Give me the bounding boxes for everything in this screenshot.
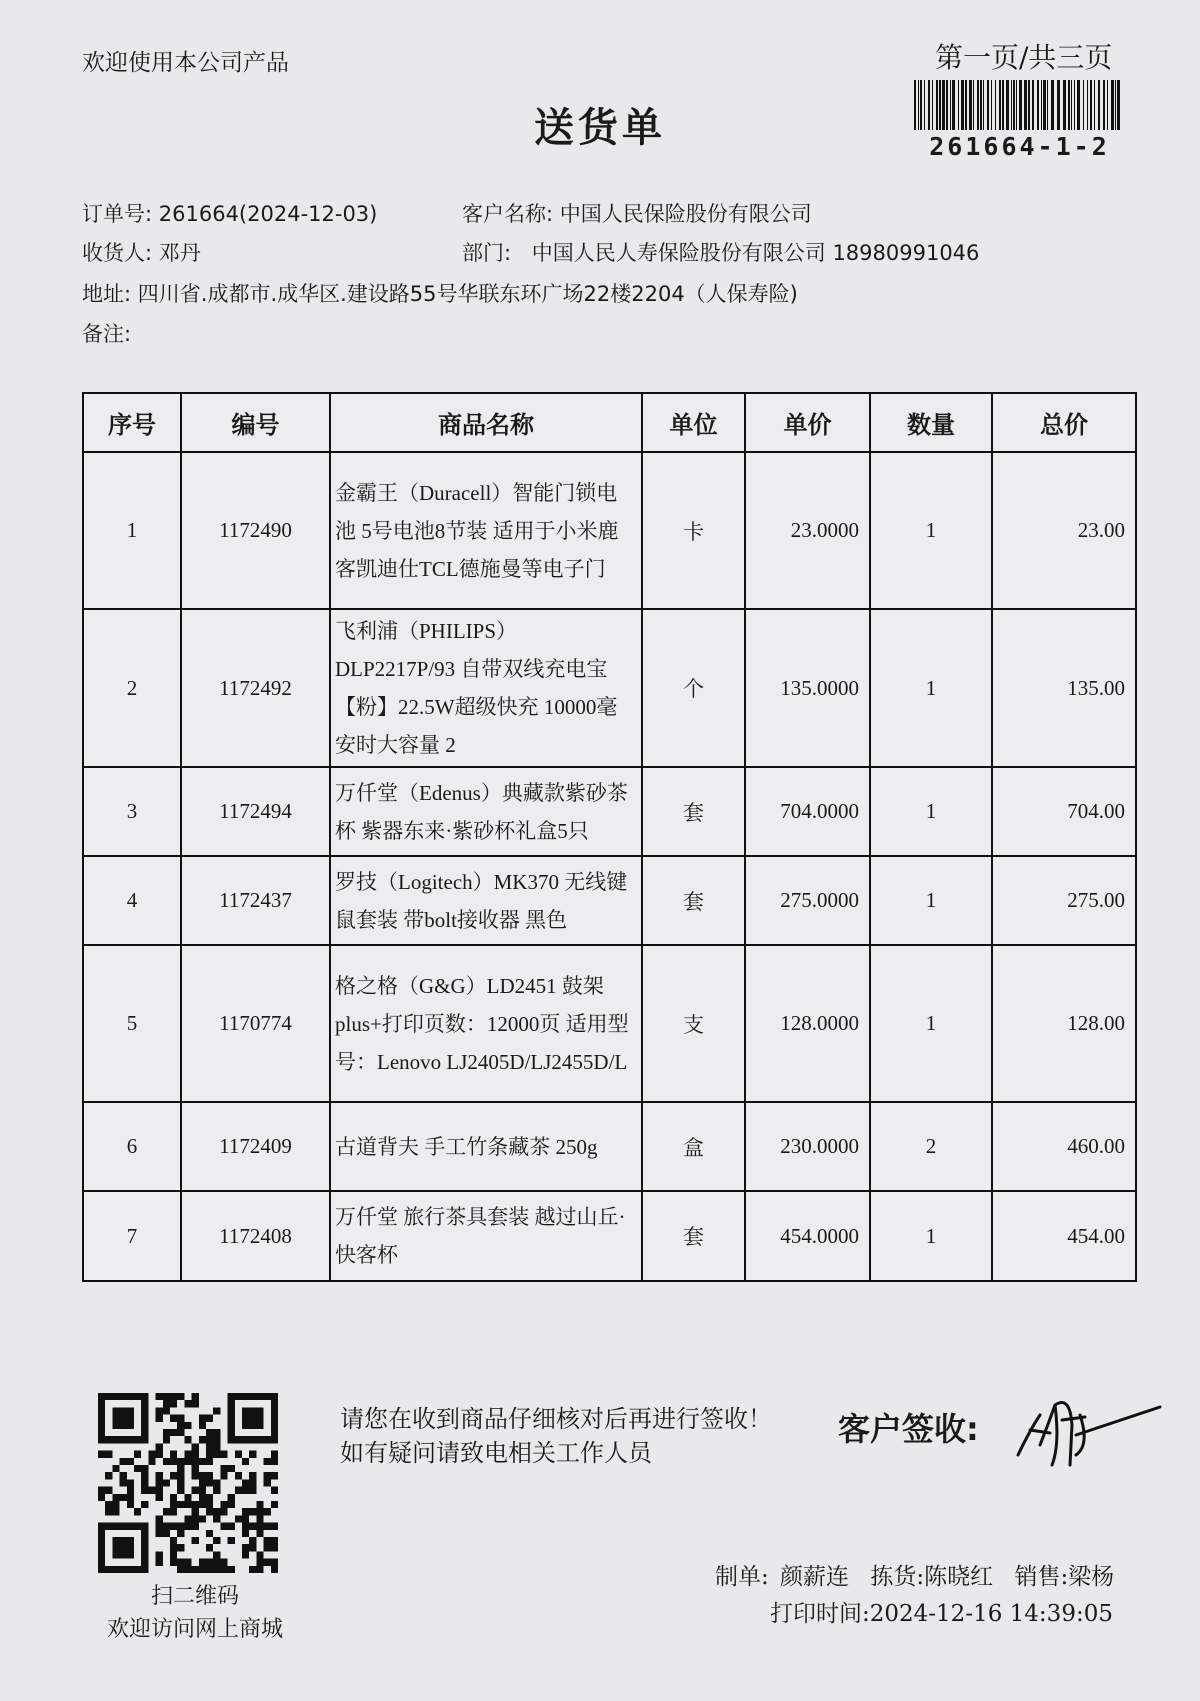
- qr-caption-line1: 扫二维码: [150, 1584, 239, 1609]
- cell-price: 135.0000: [745, 609, 870, 767]
- cell-seq: 1: [83, 452, 181, 609]
- picker: 拣货:陈晓红: [870, 1564, 994, 1590]
- header-unit: 单位: [642, 393, 745, 452]
- order-number-label: 订单号:: [82, 202, 153, 226]
- cell-name: 罗技（Logitech）MK370 无线键鼠套装 带bolt接收器 黑色: [330, 856, 642, 945]
- print-time: 打印时间:2024-12-16 14:39:05: [770, 1601, 1113, 1627]
- maker: 制单: 颜薪连: [715, 1564, 850, 1590]
- header-price: 单价: [745, 393, 870, 452]
- cell-unit: 盒: [642, 1102, 745, 1191]
- cell-price: 454.0000: [745, 1191, 870, 1281]
- cell-code: 1172494: [181, 767, 330, 856]
- cell-qty: 1: [870, 452, 992, 609]
- receiver-value: 邓丹: [158, 241, 201, 265]
- table-row: [83, 856, 1136, 945]
- order-number-value: 261664(2024-12-03): [158, 202, 378, 226]
- barcode-number: 261664-1-2: [929, 132, 1110, 161]
- cell-seq: 6: [83, 1102, 181, 1191]
- cell-unit: 个: [642, 609, 745, 767]
- cell-qty: 1: [870, 1191, 992, 1281]
- document-title: 送货单: [534, 104, 666, 151]
- cell-code: 1172408: [181, 1191, 330, 1281]
- table-row: [83, 452, 1136, 609]
- cell-price: 275.0000: [745, 856, 870, 945]
- header-qty: 数量: [870, 393, 992, 452]
- header-seq: 序号: [83, 393, 181, 452]
- receiver: [82, 237, 201, 267]
- cell-unit: 卡: [642, 452, 745, 609]
- address: [82, 278, 798, 308]
- cell-price: 128.0000: [745, 945, 870, 1102]
- cell-seq: 2: [83, 609, 181, 767]
- cell-code: 1172492: [181, 609, 330, 767]
- cell-qty: 1: [870, 945, 992, 1102]
- department-label: 部门:: [462, 241, 512, 265]
- customer-name: [462, 198, 812, 228]
- cell-seq: 3: [83, 767, 181, 856]
- department-value: 中国人民人寿保险股份有限公司 18980991046: [531, 241, 980, 265]
- cell-total: 704.00: [992, 767, 1136, 856]
- cell-qty: 1: [870, 856, 992, 945]
- department: [462, 237, 979, 267]
- table-row: [83, 609, 1136, 767]
- staff-info: [715, 1558, 1124, 1591]
- cell-seq: 4: [83, 856, 181, 945]
- cell-seq: 7: [83, 1191, 181, 1281]
- cell-total: 275.00: [992, 856, 1136, 945]
- cell-name: 古道背夫 手工竹条藏茶 250g: [330, 1102, 642, 1191]
- cell-code: 1170774: [181, 945, 330, 1102]
- cell-name: 万仟堂 旅行茶具套装 越过山丘·快客杯: [330, 1191, 642, 1281]
- customer-name-label: 客户名称:: [462, 202, 554, 226]
- header-code: 编号: [181, 393, 330, 452]
- cell-unit: 支: [642, 945, 745, 1102]
- signature-icon: [1010, 1385, 1170, 1475]
- table-row: [83, 1102, 1136, 1191]
- customer-name-value: 中国人民保险股份有限公司: [559, 202, 812, 226]
- order-number: [82, 198, 377, 228]
- remark-label: 备注:: [82, 322, 132, 346]
- cell-total: 454.00: [992, 1191, 1136, 1281]
- sales: 销售:梁杨: [1014, 1564, 1115, 1590]
- welcome-text: 欢迎使用本公司产品: [82, 50, 289, 76]
- cell-code: 1172437: [181, 856, 330, 945]
- receiver-label: 收货人:: [82, 241, 153, 265]
- qr-caption: [60, 1580, 330, 1646]
- table-row: [83, 1191, 1136, 1281]
- remark: [82, 318, 131, 348]
- cell-unit: 套: [642, 856, 745, 945]
- cell-name: 格之格（G&G）LD2451 鼓架plus+打印页数：12000页 适用型号：Lenovo LJ2405D/LJ2455D/L: [330, 945, 642, 1102]
- cell-price: 704.0000: [745, 767, 870, 856]
- cell-name: 万仟堂（Edenus）典藏款紫砂茶杯 紫器东来·紫砂杯礼盒5只: [330, 767, 642, 856]
- table-row: [83, 767, 1136, 856]
- address-label: 地址:: [82, 282, 132, 306]
- cell-total: 460.00: [992, 1102, 1136, 1191]
- cell-seq: 5: [83, 945, 181, 1102]
- cell-name: 金霸王（Duracell）智能门锁电池 5号电池8节装 适用于小米鹿客凯迪仕TCL德施曼等电子门: [330, 452, 642, 609]
- cell-total: 128.00: [992, 945, 1136, 1102]
- goods-table: [82, 392, 1137, 1282]
- customer-sign-label: 客户签收:: [838, 1410, 979, 1448]
- receipt-notice: 请您在收到商品仔细核对后再进行签收！如有疑问请致电相关工作人员: [340, 1405, 772, 1467]
- qr-code-icon[interactable]: [98, 1393, 278, 1573]
- cell-name: 飞利浦（PHILIPS）DLP2217P/93 自带双线充电宝【粉】22.5W超级快充 10000毫安时大容量 2: [330, 609, 642, 767]
- header-total: 总价: [992, 393, 1136, 452]
- header-name: 商品名称: [330, 393, 642, 452]
- cell-unit: 套: [642, 767, 745, 856]
- qr-caption-line2: 欢迎访问网上商城: [106, 1617, 283, 1642]
- cell-qty: 2: [870, 1102, 992, 1191]
- cell-price: 23.0000: [745, 452, 870, 609]
- page-indicator: 第一页/共三页: [935, 41, 1113, 74]
- cell-code: 1172409: [181, 1102, 330, 1191]
- table-header-row: [83, 393, 1136, 452]
- cell-price: 230.0000: [745, 1102, 870, 1191]
- cell-qty: 1: [870, 767, 992, 856]
- cell-unit: 套: [642, 1191, 745, 1281]
- cell-code: 1172490: [181, 452, 330, 609]
- address-value: 四川省.成都市.成华区.建设路55号华联东环广场22楼2204（人保寿险): [137, 282, 798, 306]
- cell-total: 23.00: [992, 452, 1136, 609]
- cell-qty: 1: [870, 609, 992, 767]
- table-row: [83, 945, 1136, 1102]
- cell-total: 135.00: [992, 609, 1136, 767]
